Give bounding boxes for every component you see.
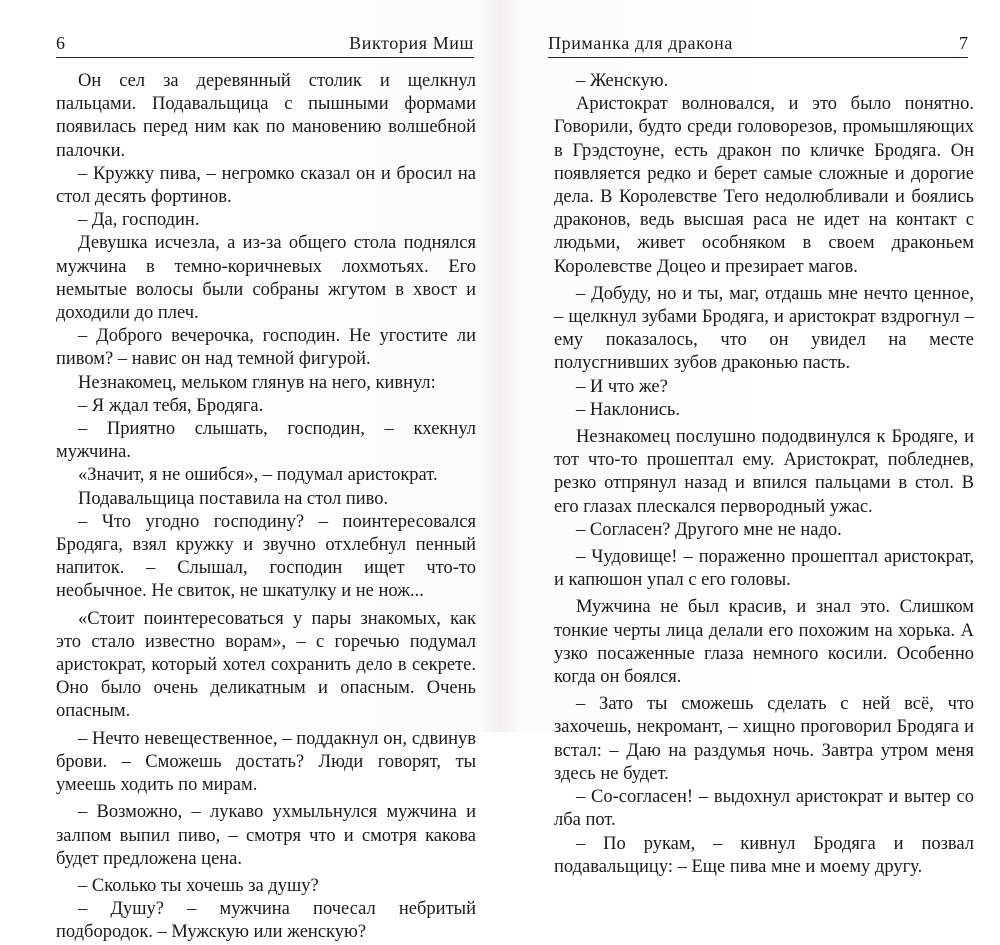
right-running-head	[548, 32, 968, 56]
paragraph: – Зато ты сможешь сделать с ней всё, что захочешь, некромант, – хищно проговорил Бродяга и встал: – Даю на раздумья ночь. Завтра утром меня здесь не будет.	[554, 694, 974, 784]
paragraph: Аристократ волновался, и это было понятно. Говорили, будто среди головорезов, промышляющих в Грэдстоуне, есть дракон по кличке Бродяга. Он появляется редко и берет самые сложные и дорогие дела. В Королевстве Тего недолюбливали и боялись драконов, ведь высшая раса не идет на контакт с людьми, живет особняком в своем драконьем Королевстве Доцео и презирает магов.	[554, 94, 974, 277]
paragraph: – Что угодно господину? – поинтересовался Бродяга, взял кружку и звучно отхлебнул пенный напиток. – Слышал, господин ищет что-то необычное. Не свиток, не шкатулку и не нож...	[56, 511, 476, 602]
left-page	[0, 0, 500, 943]
right-page	[500, 0, 1000, 877]
paragraph: – Со-согласен! – выдохнул аристократ и вытер со лба пот.	[554, 787, 974, 831]
author-running-title: Виктория Миш	[349, 33, 474, 53]
paragraph: «Стоит поинтересоваться у пары знакомых, как это стало известно ворам», – с горечью подумал аристократ, который хотел сохранить дело в секрете. Оно было очень деликатным и опасным. Очень опасным.	[56, 608, 476, 722]
paragraph: – Нечто невещественное, – поддакнул он, сдвинув брови. – Сможешь достать? Люди говорят, ты умеешь ходить по мирам.	[56, 728, 476, 796]
left-page-text	[56, 70, 476, 945]
paragraph: – Женскую.	[576, 71, 669, 91]
header-rule-left	[56, 57, 474, 58]
paragraph: Незнакомец, мельком глянув на него, кивнул:	[78, 372, 436, 393]
paragraph: Он сел за деревянный столик и щелкнул пальцами. Подавальщица с пышными формами появилась перед ним как по мановению волшебной палочки.	[56, 71, 476, 161]
paragraph: – Согласен? Другого мне не надо.	[576, 519, 842, 540]
ink-smudge	[258, 688, 282, 698]
paragraph: Девушка исчезла, а из-за общего стола поднялся мужчина в темно-коричневых лохмотьях. Его немытые волосы были собраны жгутом в хвост и доходили до плеч.	[56, 233, 476, 324]
paragraph: – Я ждал тебя, Бродяга.	[78, 395, 264, 416]
paragraph: – И что же?	[576, 376, 668, 397]
paragraph: Незнакомец послушно пододвинулся к Бродяге, и тот что-то прошептал ему. Аристократ, побледнев, резко отпрянул назад и впился пальцами в стол. В его глазах плескался первородный ужас.	[554, 427, 974, 517]
paragraph: – Возможно, – лукаво ухмыльнулся мужчина и залпом выпил пиво, – смотря что и смотря какова будет предложена цена.	[56, 802, 476, 869]
paragraph: – Душу? – мужчина почесал небритый подбородок. – Мужскую или женскую?	[56, 899, 476, 943]
paragraph: – Кружку пива, – негромко сказал он и бросил на стол десять фортинов.	[56, 163, 476, 208]
paragraph: – Чудовище! – пораженно прошептал аристократ, и капюшон упал с его головы.	[554, 547, 974, 591]
paragraph: – Наклонись.	[576, 399, 680, 420]
paragraph: Подавальщица поставила на стол пиво.	[78, 488, 389, 509]
paragraph: – Приятно слышать, господин, – кхекнул мужчина.	[56, 419, 476, 463]
paragraph: – Сколько ты хочешь за душу?	[78, 875, 319, 896]
book-running-title: Приманка для дракона	[548, 33, 734, 53]
paragraph: Мужчина не был красив, и знал это. Слишком тонкие черты лица делали его похожим на хорька. А узко посаженные глаза немного косили. Особенно когда он боялся.	[554, 597, 974, 688]
paragraph: – Да, господин.	[78, 210, 200, 231]
left-running-head	[56, 32, 474, 56]
paragraph: «Значит, я не ошибся», – подумал аристократ.	[78, 465, 438, 486]
header-rule-right	[548, 57, 968, 58]
paragraph: – Добуду, но и ты, маг, отдашь мне нечто ценное, – щелкнул зубами Бродяга, и аристократ вздрогнул – ему показалось, что он увидел на месте полусгнивших зубов драконью пасть.	[554, 283, 974, 374]
page-number-right: 7	[959, 33, 968, 53]
paragraph: – Доброго вечерочка, господин. Не угостите ли пивом? – навис он над темной фигурой.	[56, 326, 476, 370]
right-page-text	[554, 70, 974, 879]
page-number-left: 6	[56, 33, 65, 53]
paragraph: – По рукам, – кивнул Бродяга и позвал подавальщицу: – Еще пива мне и моему другу.	[554, 833, 974, 877]
